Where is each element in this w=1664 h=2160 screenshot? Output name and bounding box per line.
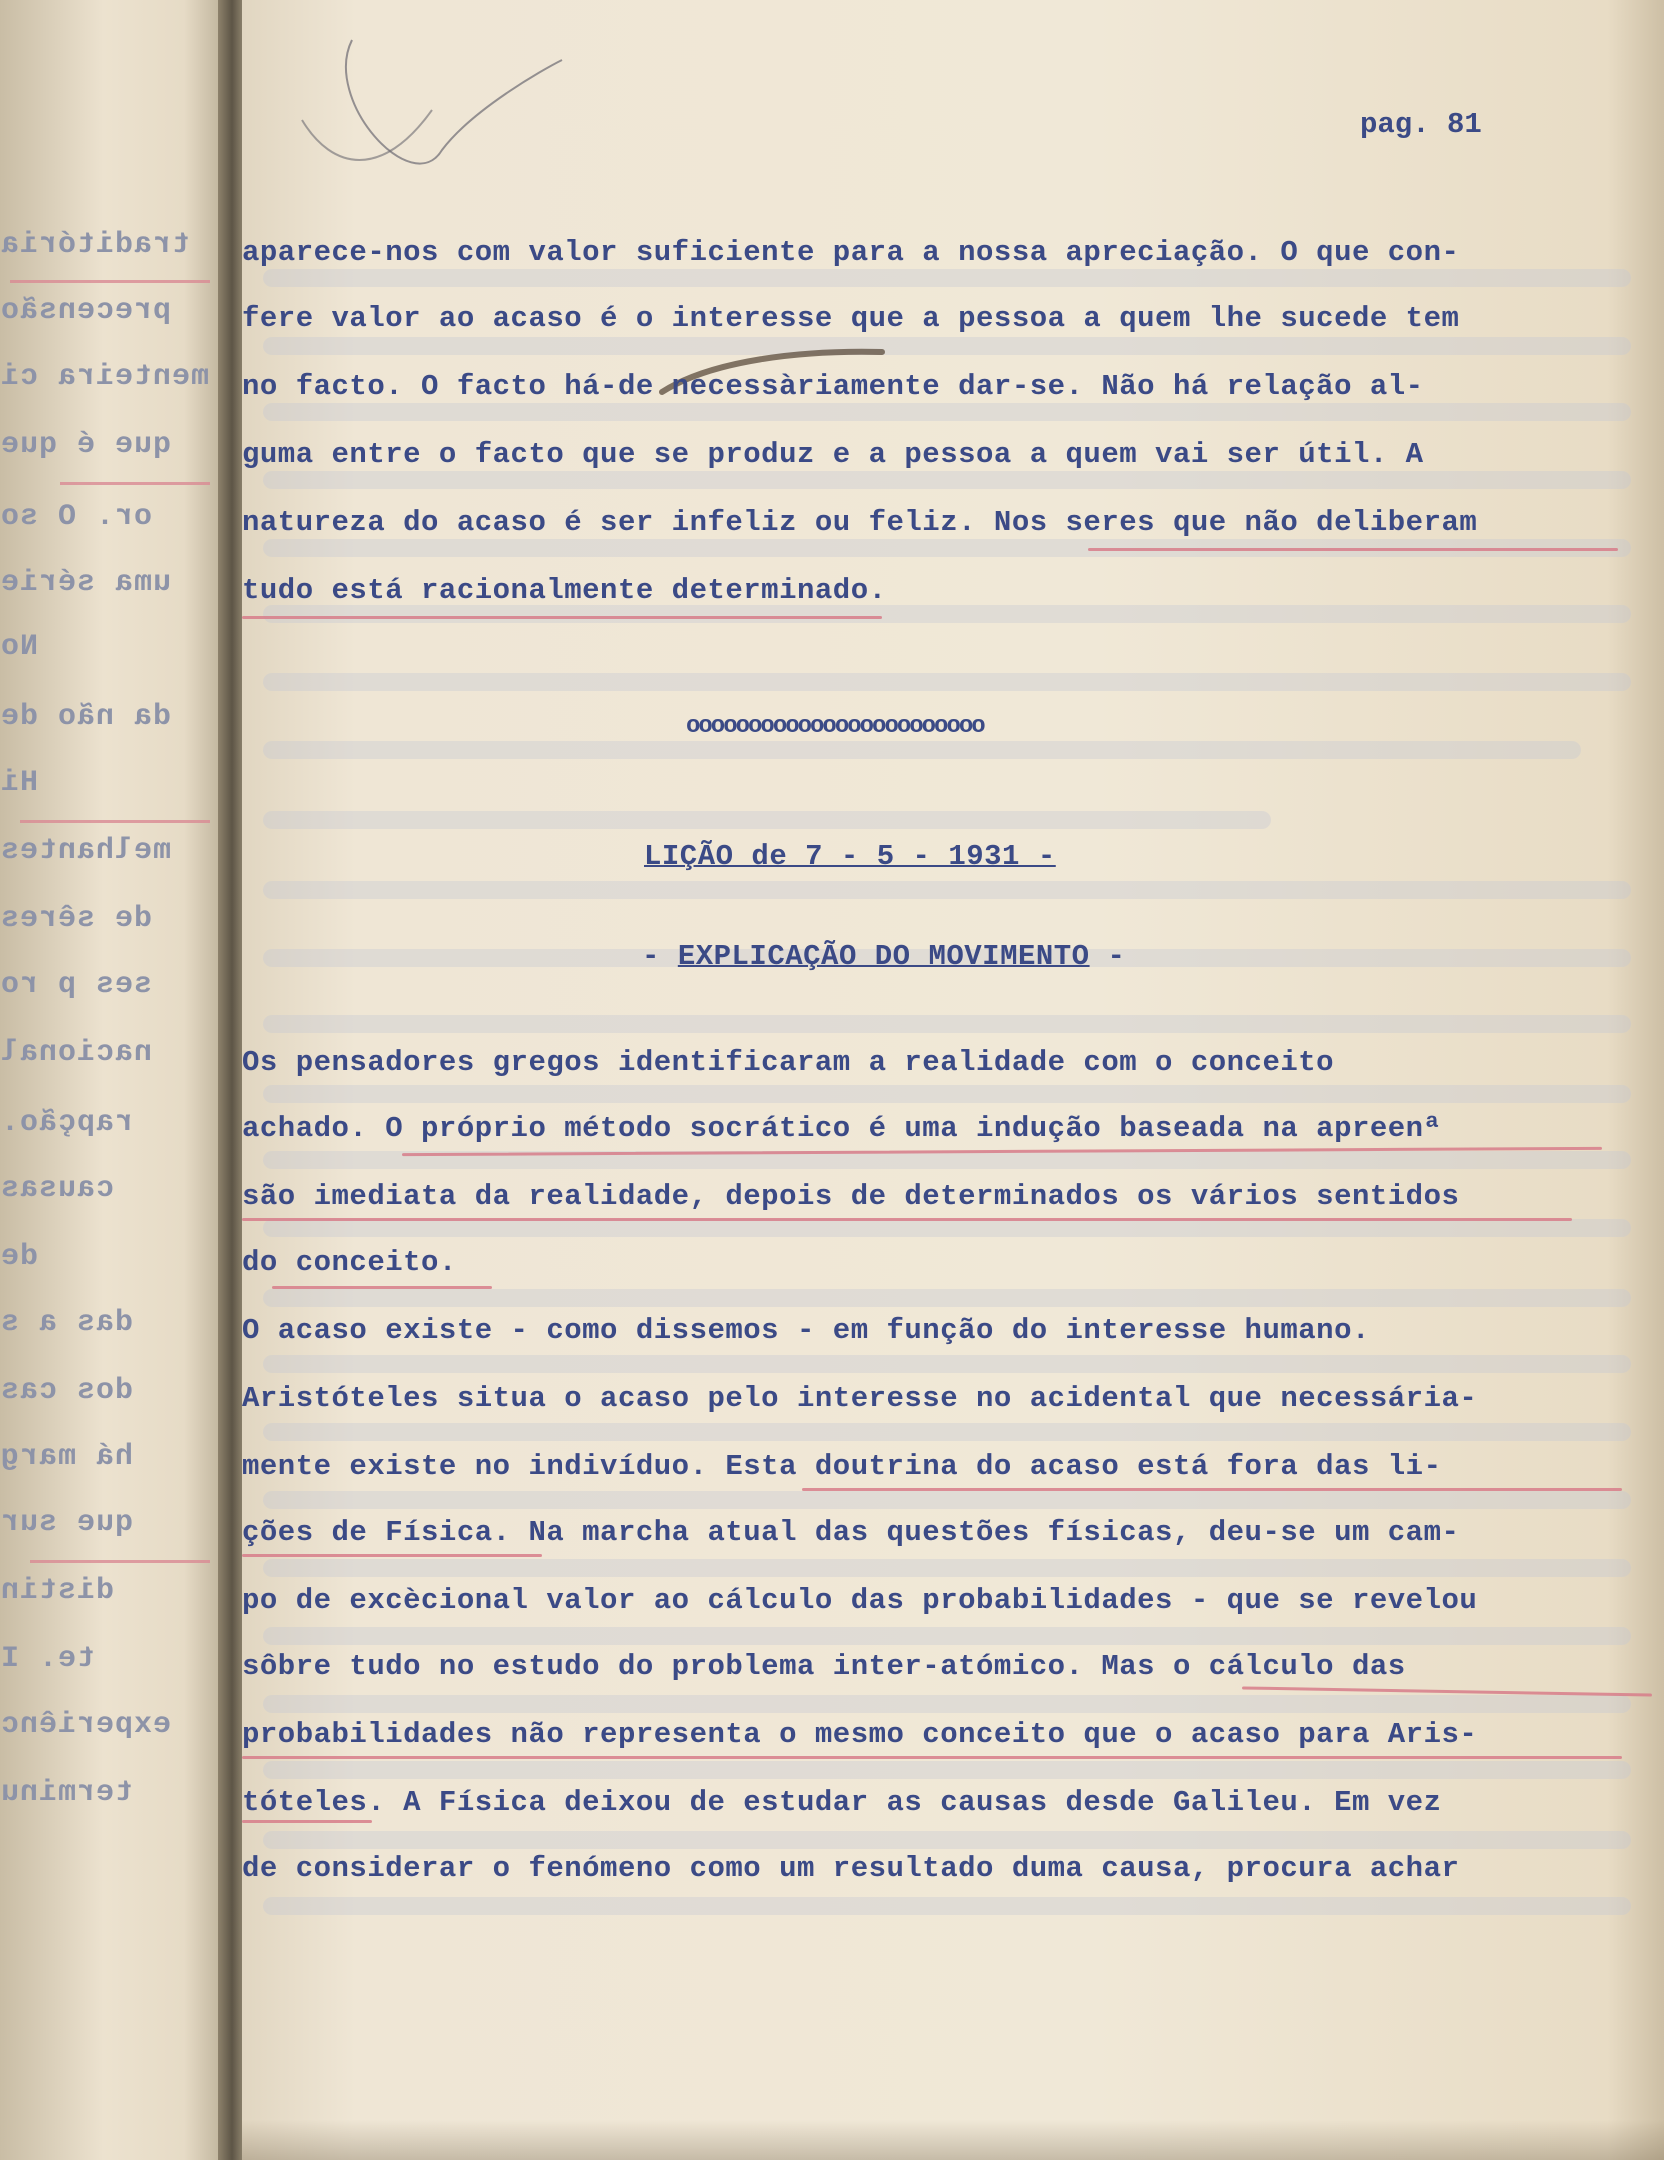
- left-fragment: causas: [0, 1172, 115, 1206]
- pencil-underline: [1088, 548, 1618, 551]
- pencil-underline: [802, 1488, 1622, 1491]
- left-fragment: experiênc: [0, 1708, 172, 1742]
- lesson-title: LIÇÃO de 7 - 5 - 1931 -: [644, 840, 1056, 873]
- text-line: po de excècional valor ao cálculo das probabilidades - que se revelou: [242, 1584, 1478, 1617]
- pencil-underline: [10, 280, 210, 283]
- left-fragment: menteira ci: [0, 360, 210, 394]
- left-fragment: or. O so: [0, 500, 153, 534]
- left-fragment: uma série: [0, 566, 172, 600]
- left-fragment: distin: [0, 1574, 115, 1608]
- pencil-underline: [242, 1820, 372, 1823]
- pencil-underline: [20, 820, 210, 823]
- text-line: guma entre o facto que se produz e a pessoa a quem vai ser útil. A: [242, 438, 1424, 471]
- left-fragment: das a s: [0, 1306, 134, 1340]
- section-title-text: EXPLICAÇÃO DO MOVIMENTO: [677, 940, 1090, 973]
- text-line: Os pensadores gregos identificaram a realidade com o conceito: [242, 1046, 1335, 1079]
- separator: oooooooooooooooooooooooo: [686, 713, 984, 740]
- left-fragment: Hi: [0, 766, 39, 800]
- text-line: tóteles. A Física deixou de estudar as causas desde Galileu. Em vez: [242, 1786, 1442, 1819]
- text-line: fere valor ao acaso é o interesse que a pessoa a quem lhe sucede tem: [242, 302, 1460, 335]
- text-line: Aristóteles situa o acaso pelo interesse no acidental que necessária-: [242, 1382, 1478, 1415]
- text-line: no facto. O facto há-de necessàriamente dar-se. Não há relação al-: [242, 370, 1424, 403]
- left-fragment: que é que: [0, 428, 172, 462]
- page-edge-shadow: [242, 2120, 1664, 2160]
- text-line: ções de Física. Na marcha atual das questões físicas, deu-se um cam-: [242, 1516, 1460, 1549]
- left-fragment: da não de: [0, 700, 172, 734]
- left-fragment: de: [0, 1240, 39, 1274]
- left-fragment: dos cas: [0, 1374, 134, 1408]
- section-title: - EXPLICAÇÃO DO MOVIMENTO -: [642, 940, 1126, 973]
- text-line: O acaso existe - como dissemos - em função do interesse humano.: [242, 1314, 1370, 1347]
- text-line: sôbre tudo no estudo do problema inter-atómico. Mas o cálculo das: [242, 1650, 1406, 1683]
- left-fragment: te. I: [0, 1642, 96, 1676]
- left-fragment: traditória: [0, 228, 191, 262]
- left-fragment: melhantes: [0, 834, 172, 868]
- left-fragment: que sur: [0, 1506, 134, 1540]
- left-fragment: ses p ro: [0, 968, 153, 1002]
- left-fragment: precensão: [0, 294, 172, 328]
- text-line: do conceito.: [242, 1246, 457, 1279]
- pencil-underline: [242, 1554, 542, 1557]
- left-fragment: há marg: [0, 1440, 134, 1474]
- pencil-underline: [30, 1560, 210, 1563]
- text-line: aparece-nos com valor suficiente para a nossa apreciação. O que con-: [242, 236, 1460, 269]
- pencil-underline: [60, 482, 210, 485]
- left-fragment: No: [0, 630, 39, 664]
- left-fragment: nacional: [0, 1036, 153, 1070]
- left-fragment: rapção.: [0, 1106, 134, 1140]
- text-line: probabilidades não representa o mesmo conceito que o acaso para Aris-: [242, 1718, 1478, 1751]
- text-line: de considerar o fenómeno como um resultado duma causa, procura achar: [242, 1852, 1460, 1885]
- text-line: tudo está racionalmente determinado.: [242, 574, 887, 607]
- text-line: natureza do acaso é ser infeliz ou feliz. Nos seres que não deliberam: [242, 506, 1478, 539]
- text-line: são imediata da realidade, depois de determinados os vários sentidos: [242, 1180, 1460, 1213]
- pencil-underline: [242, 1756, 1622, 1759]
- pencil-underline: [272, 1286, 492, 1289]
- page-number: pag. 81: [1360, 108, 1482, 141]
- left-fragment: terminu: [0, 1776, 134, 1810]
- text-line: mente existe no indivíduo. Esta doutrina do acaso está fora das li-: [242, 1450, 1442, 1483]
- left-facing-page: [0, 0, 230, 2160]
- document-page: [242, 0, 1664, 2160]
- pencil-underline: [242, 616, 882, 619]
- text-line: achado. O próprio método socrático é uma indução baseada na apreenª: [242, 1112, 1442, 1145]
- pencil-underline: [242, 1218, 1572, 1221]
- left-fragment: de sêres: [0, 902, 153, 936]
